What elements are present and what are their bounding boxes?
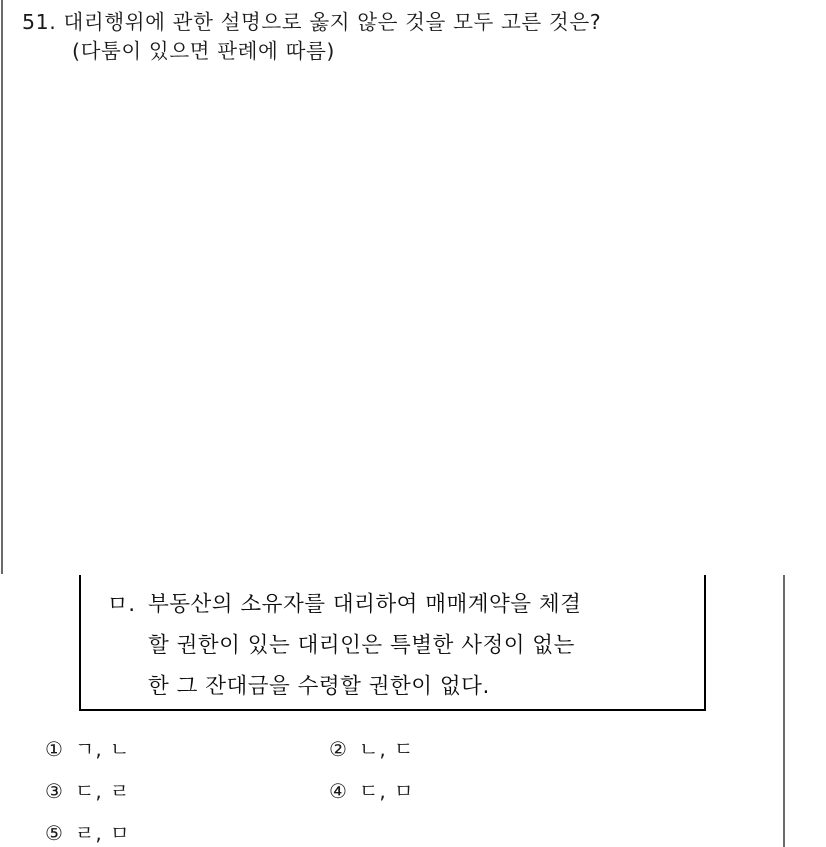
choice-3[interactable] — [45, 775, 130, 804]
choice-number: ② — [329, 737, 348, 761]
choice-number: ⑤ — [45, 821, 64, 845]
question-stem — [22, 8, 802, 66]
choice-number: ③ — [45, 779, 64, 803]
statement-line — [107, 584, 697, 625]
statement-line: 할 권한이 있는 대리인은 특별한 사정이 없는 — [148, 633, 575, 658]
statement-item-m — [107, 584, 697, 707]
statement-marker: ㅁ. — [107, 592, 136, 617]
statement-text: 부동산의 소유자를 대리하여 매매계약을 체결 — [148, 592, 582, 617]
statement-box — [79, 575, 706, 711]
choice-1[interactable] — [45, 733, 130, 762]
choice-text: ㄹ, ㅁ — [75, 821, 131, 845]
question-note: (다툼이 있으면 판례에 따름) — [72, 39, 335, 63]
choice-text: ㄷ, ㅁ — [359, 779, 415, 803]
choice-5[interactable] — [45, 817, 130, 846]
choice-text: ㄱ, ㄴ — [75, 737, 131, 761]
question-number: 51. — [22, 10, 57, 34]
choice-text: ㄷ, ㄹ — [75, 779, 131, 803]
choice-number: ① — [45, 737, 64, 761]
choice-text: ㄴ, ㄷ — [359, 737, 415, 761]
right-column-rule — [783, 575, 785, 847]
choice-2[interactable] — [329, 733, 414, 762]
left-column-rule — [1, 0, 3, 574]
statement-line: 한 그 잔대금을 수령할 권한이 없다. — [148, 674, 490, 699]
choice-4[interactable] — [329, 775, 414, 804]
choice-number: ④ — [329, 779, 348, 803]
question-text: 대리행위에 관한 설명으로 옳지 않은 것을 모두 고른 것은? — [63, 10, 602, 34]
